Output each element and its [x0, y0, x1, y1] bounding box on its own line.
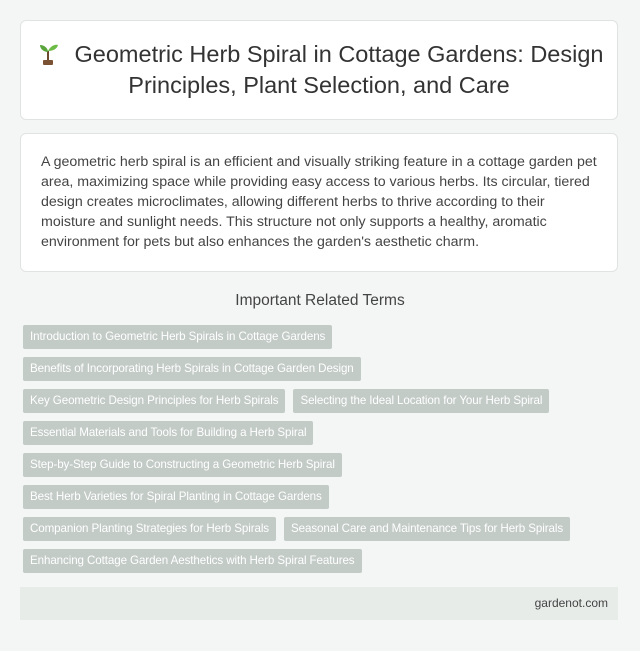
footer [20, 587, 618, 620]
related-tag[interactable]: Seasonal Care and Maintenance Tips for Herb Spirals [284, 517, 570, 541]
tag-row [23, 389, 619, 413]
tag-row [23, 517, 619, 541]
related-tag[interactable]: Introduction to Geometric Herb Spirals in Cottage Gardens [23, 325, 332, 349]
related-tag[interactable]: Best Herb Varieties for Spiral Planting in Cottage Gardens [23, 485, 329, 509]
tag-row [23, 325, 619, 349]
related-tags [23, 325, 619, 581]
related-tag[interactable]: Key Geometric Design Principles for Herb Spirals [23, 389, 285, 413]
page-title [21, 39, 617, 101]
related-tag[interactable]: Companion Planting Strategies for Herb Spirals [23, 517, 276, 541]
intro-card [20, 133, 618, 272]
tag-row [23, 549, 619, 573]
tag-row [23, 485, 619, 509]
related-tag[interactable]: Selecting the Ideal Location for Your Herb Spiral [293, 389, 549, 413]
tag-row [23, 421, 619, 445]
tag-row [23, 357, 619, 381]
tag-row [23, 453, 619, 477]
footer-site-link[interactable]: gardenot.com [534, 596, 608, 610]
related-tag[interactable]: Enhancing Cottage Garden Aesthetics with Herb Spiral Features [23, 549, 362, 573]
page-title-text: Geometric Herb Spiral in Cottage Gardens: Design Principles, Plant Selection, and Care [74, 41, 604, 98]
related-tag[interactable]: Step-by-Step Guide to Constructing a Geometric Herb Spiral [23, 453, 342, 477]
seedling-icon [35, 40, 61, 66]
title-card [20, 20, 618, 120]
related-terms-heading: Important Related Terms [235, 292, 405, 309]
related-tag[interactable]: Essential Materials and Tools for Building a Herb Spiral [23, 421, 313, 445]
related-tag[interactable]: Benefits of Incorporating Herb Spirals in Cottage Garden Design [23, 357, 361, 381]
intro-paragraph: A geometric herb spiral is an efficient and visually striking feature in a cottage garden pet area, maximizing space while providing easy access to various herbs. Its circular, tiered design creates microclimates, allowing different herbs to thrive according to their moisture and sunlight needs. This structure not only supports a healthy, aromatic environment for pets but also enhances the garden's aesthetic charm. [41, 154, 597, 250]
